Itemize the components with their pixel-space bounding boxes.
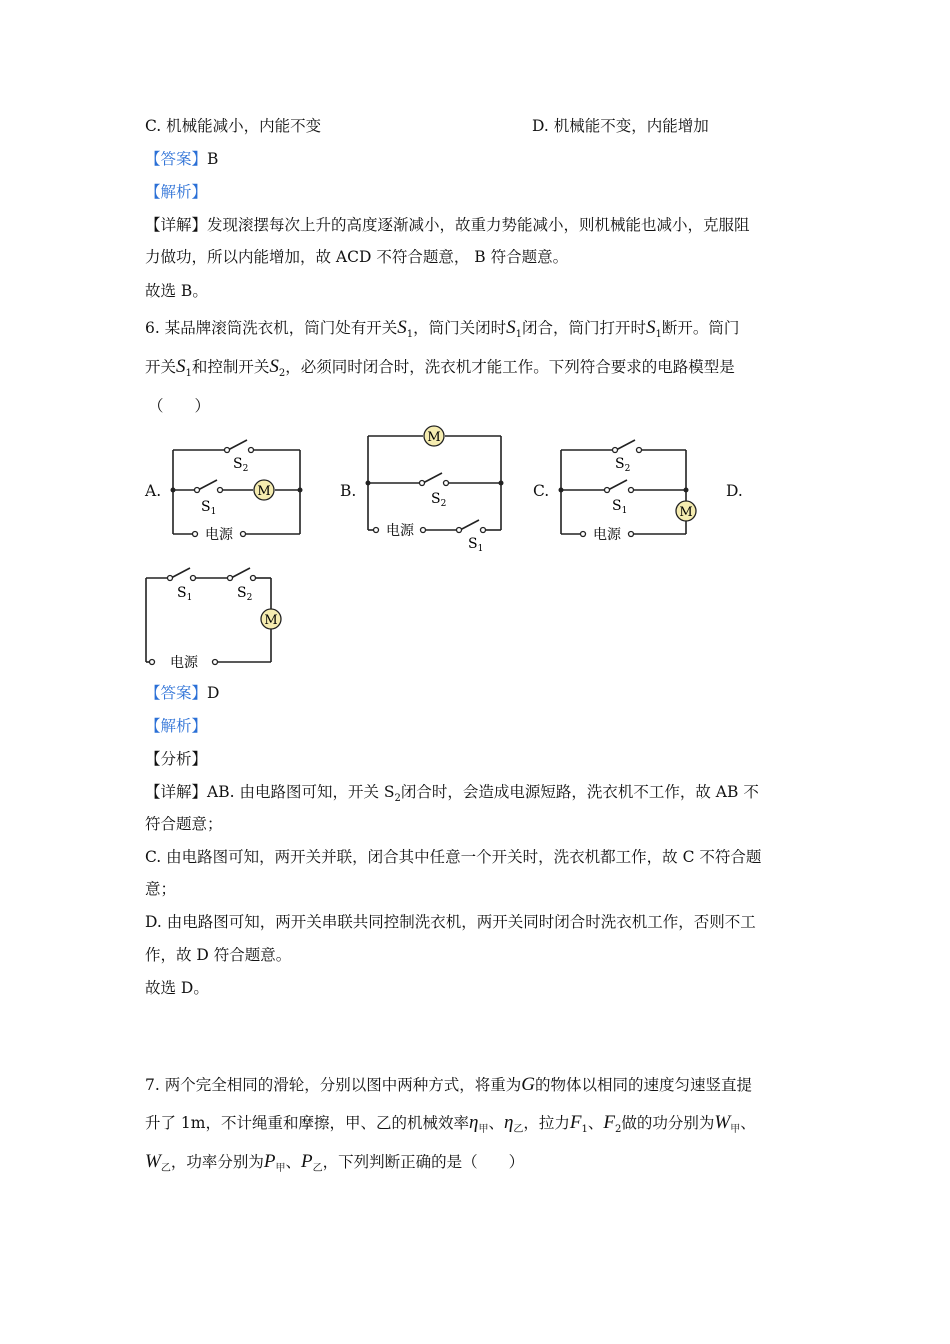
q6-choose: 故选 D。: [145, 979, 209, 997]
s1-symbol: S: [646, 317, 656, 338]
sub: 1: [515, 329, 522, 341]
text: ，筒门关闭时: [413, 319, 507, 337]
sub: 乙: [513, 1124, 524, 1136]
s: S: [177, 585, 187, 601]
switch-s2-label: [431, 491, 446, 509]
sub: 甲: [730, 1124, 741, 1136]
sub: 2: [246, 593, 253, 603]
q6-stem-line-1: [145, 318, 739, 345]
answer-value: D: [207, 684, 220, 702]
text: 开关: [145, 358, 177, 376]
sub: 2: [242, 464, 249, 474]
sub: 1: [406, 329, 414, 341]
sub: 乙: [160, 1163, 171, 1175]
q6-answer: [145, 683, 219, 703]
w-symbol: W: [714, 1112, 731, 1133]
q5-detail-line-1: 【详解】发现滚摆每次上升的高度逐渐减小，故重力势能减小，则机械能也减小，克服阻: [145, 216, 750, 234]
s1-symbol: S: [176, 356, 186, 377]
option-c-label: C.: [533, 482, 550, 500]
q5-detail-line-2: 力做功，所以内能增加，故 ACD 不符合题意， B 符合题意。: [145, 248, 569, 266]
circuit-diagram-d: [138, 560, 288, 675]
sub: 甲: [478, 1124, 489, 1136]
text: 、: [488, 1114, 504, 1132]
q6-stem-line-2: [145, 357, 735, 384]
w-symbol: W: [145, 1151, 161, 1172]
s2-symbol: S: [269, 356, 279, 377]
sub: 1: [655, 329, 662, 341]
motor-label: M: [264, 613, 278, 628]
text: 做的功分别为: [621, 1114, 715, 1132]
q5-analysis-tag: 【解析】: [145, 183, 208, 201]
text: 6. 某品牌滚筒洗衣机，筒门处有开关: [145, 319, 398, 337]
text: 【详解】AB. 由电路图可知，开关 S: [145, 783, 395, 801]
s: S: [615, 456, 625, 472]
text: ，拉力: [523, 1114, 570, 1132]
q7-stem-line-2: [145, 1113, 756, 1140]
sub: 2: [624, 464, 631, 474]
text: 闭合，筒门打开时: [521, 319, 646, 337]
switch-s1-label: [468, 536, 483, 554]
sub: 2: [394, 793, 401, 805]
q6-detail-line-6: 作，故 D 符合题意。: [145, 946, 292, 964]
switch-s2-label: [237, 585, 252, 603]
q7-stem-line-3: [145, 1152, 524, 1179]
g-symbol: G: [521, 1074, 535, 1095]
switch-s1-label: [612, 498, 627, 516]
p-symbol: P: [263, 1151, 276, 1172]
sub: 1: [210, 507, 217, 517]
s1-symbol: S: [397, 317, 407, 338]
text: 7. 两个完全相同的滑轮，分别以图中两种方式，将重为: [145, 1076, 522, 1094]
s1-symbol: S: [506, 317, 516, 338]
s: S: [201, 499, 211, 515]
option-d-label: D.: [726, 482, 743, 500]
text: 、: [740, 1114, 756, 1132]
sub: 1: [621, 506, 628, 516]
eta-symbol: η: [503, 1112, 514, 1133]
circuit-diagram-a: [165, 430, 315, 550]
q6-detail-line-4: 意；: [145, 880, 177, 898]
circuit-diagram-c: [553, 430, 703, 550]
q5-option-d: D. 机械能不变，内能增加: [532, 117, 709, 135]
f-symbol: F: [603, 1112, 616, 1133]
sub: 甲: [275, 1163, 286, 1175]
text: 、: [587, 1114, 604, 1132]
p-symbol: P: [300, 1151, 313, 1172]
sub: 2: [440, 499, 447, 509]
sub: 1: [581, 1124, 588, 1136]
option-b-label: B.: [340, 482, 357, 500]
sub: 2: [278, 368, 286, 380]
answer-tag: 【答案】: [145, 150, 208, 168]
power-label: 电源: [205, 527, 233, 543]
sub: 1: [477, 544, 484, 554]
q6-paren: （ ）: [148, 397, 211, 415]
f-symbol: F: [569, 1112, 582, 1133]
motor-label: M: [257, 484, 271, 499]
text: ，必须同时闭合时，洗衣机才能工作。下列符合要求的电路模型是: [285, 358, 735, 376]
power-label: 电源: [386, 523, 414, 539]
switch-s2-label: [615, 456, 630, 474]
q6-detail-line-3: C. 由电路图可知，两开关并联，闭合其中任意一个开关时，洗衣机都工作，故 C 不符合题: [145, 848, 762, 866]
sub: 1: [186, 593, 193, 603]
option-a-label: A.: [145, 482, 162, 500]
text: 和控制开关: [191, 358, 270, 376]
s: S: [233, 456, 243, 472]
answer-tag: 【答案】: [145, 684, 208, 702]
motor-label: M: [427, 430, 441, 445]
s: S: [612, 498, 622, 514]
q5-option-c: C. 机械能减小，内能不变: [145, 117, 322, 135]
q5-answer: [145, 149, 218, 169]
s: S: [237, 585, 247, 601]
text: 、: [285, 1153, 301, 1171]
text: 闭合时，会造成电源短路，洗衣机不工作，故 AB 不: [400, 783, 759, 801]
motor-label: M: [679, 505, 693, 520]
text: 断开。筒门: [661, 319, 740, 337]
eta-symbol: η: [469, 1112, 479, 1133]
switch-s1-label: [177, 585, 192, 603]
s: S: [431, 491, 441, 507]
text: ，下列判断正确的是（ ）: [322, 1153, 525, 1171]
power-label: 电源: [170, 655, 198, 671]
text: ，功率分别为: [170, 1153, 264, 1171]
sub: 1: [185, 368, 192, 380]
switch-s2-label: [233, 456, 248, 474]
s: S: [468, 536, 478, 552]
circuit-diagram-b: [360, 420, 510, 555]
q6-fenxi: 【分析】: [145, 750, 208, 768]
text: 升了 1m，不计绳重和摩擦，甲、乙的机械效率: [145, 1114, 469, 1132]
sub: 乙: [312, 1163, 323, 1175]
q6-analysis-tag: 【解析】: [145, 717, 208, 735]
power-label: 电源: [593, 527, 621, 543]
answer-value: B: [207, 150, 219, 168]
q6-detail-line-1: [145, 782, 759, 809]
switch-s1-label: [201, 499, 216, 517]
q5-choose: 故选 B。: [145, 282, 208, 300]
q6-detail-line-2: 符合题意；: [145, 815, 223, 833]
sub: 2: [615, 1124, 622, 1136]
q7-stem-line-1: [145, 1075, 752, 1095]
q6-detail-line-5: D. 由电路图可知，两开关串联共同控制洗衣机，两开关同时闭合时洗衣机工作，否则不工: [145, 913, 756, 931]
text: 的物体以相同的速度匀速竖直提: [534, 1076, 752, 1094]
